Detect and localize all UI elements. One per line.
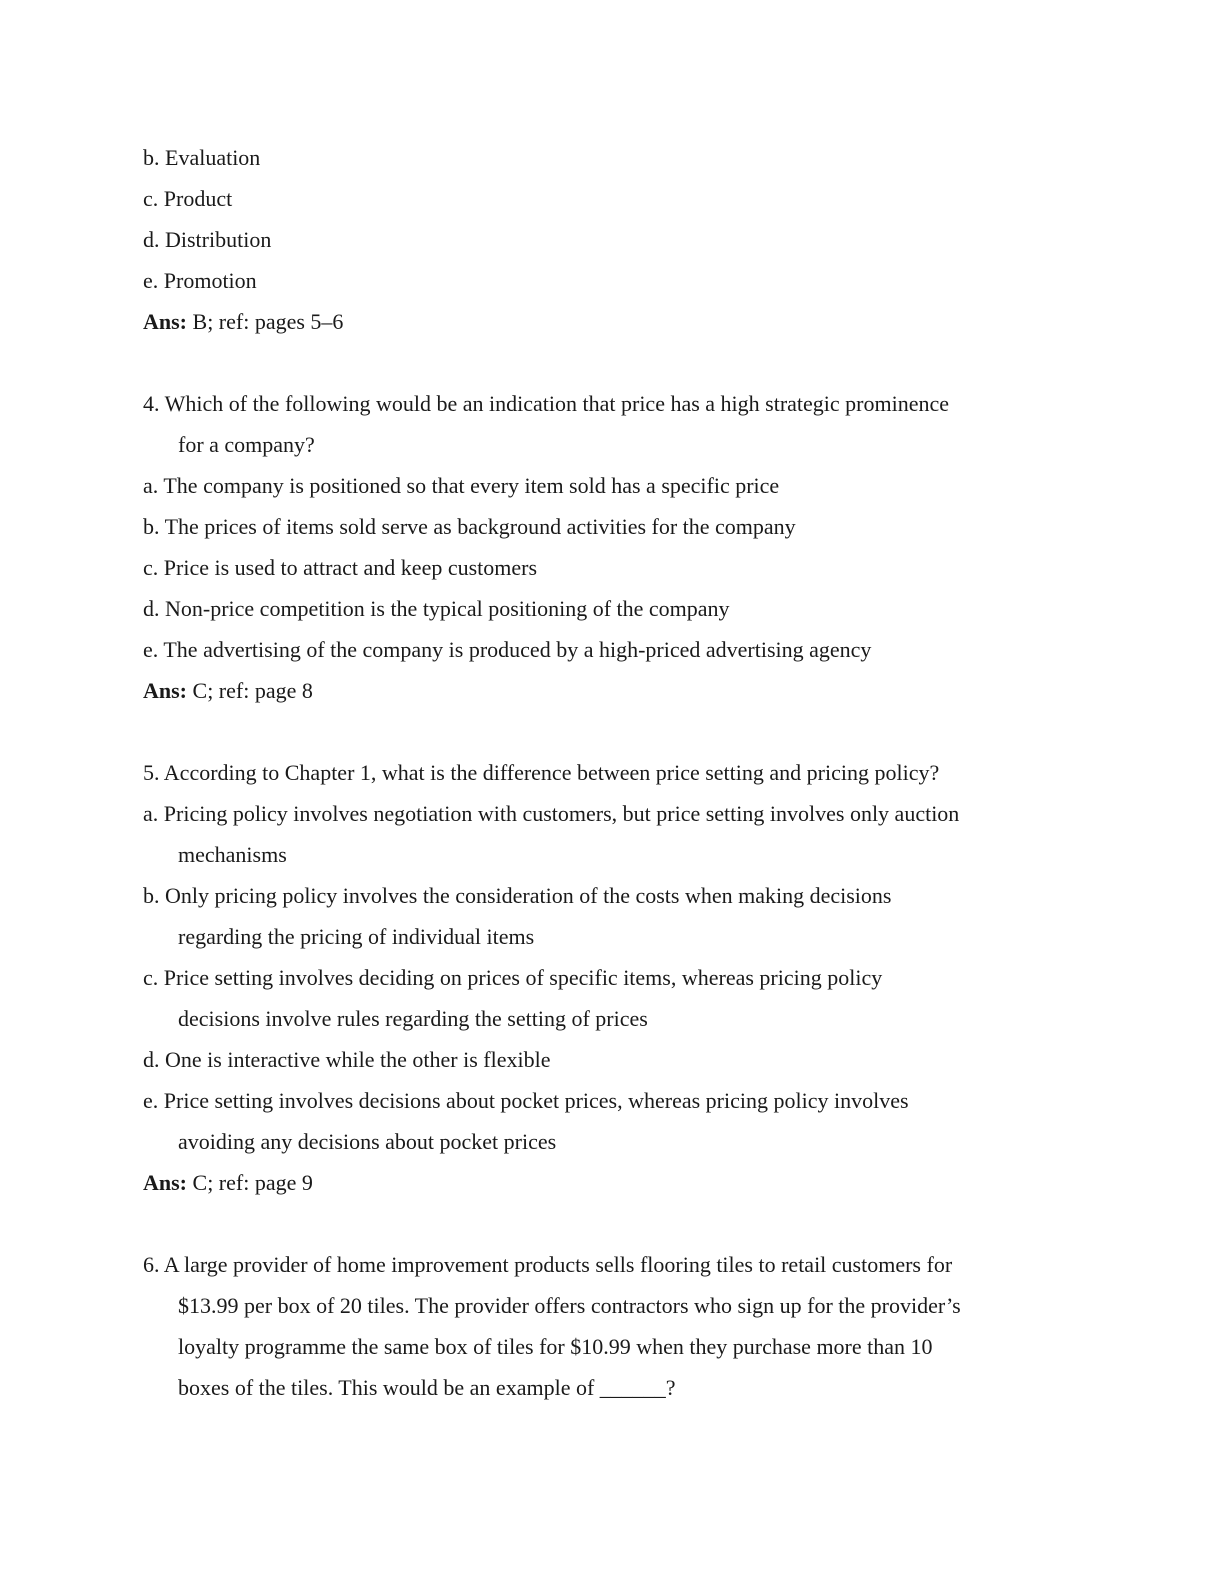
q4-option-d: d. Non-price competition is the typical positioning of the company: [143, 596, 730, 621]
q5-option-b-line-2: regarding the pricing of individual items: [178, 924, 535, 949]
answer-text: C; ref: page 9: [187, 1170, 313, 1195]
q4-stem-line-2: for a company?: [178, 432, 315, 457]
q6-stem-line-3: loyalty programme the same box of tiles for $10.99 when they purchase more than 10: [178, 1334, 933, 1359]
q3-option-c: c. Product: [143, 186, 233, 211]
q5-option-e-line-1: e. Price setting involves decisions about pocket prices, whereas pricing policy involves: [143, 1088, 909, 1113]
q6-stem-line-1: 6. A large provider of home improvement products sells flooring tiles to retail customers for: [143, 1252, 953, 1277]
q5-option-b-line-1: b. Only pricing policy involves the consideration of the costs when making decisions: [143, 883, 892, 908]
q3-answer: [143, 301, 1043, 342]
spacer: [143, 342, 1043, 383]
q5-option-e-line-2: avoiding any decisions about pocket prices: [178, 1129, 557, 1154]
answer-text: C; ref: page 8: [187, 678, 313, 703]
q5-option-a-line-1: a. Pricing policy involves negotiation with customers, but price setting involves only auction: [143, 801, 960, 826]
q5-option-a-line-2: mechanisms: [178, 842, 287, 867]
q5-option-c-line-1: c. Price setting involves deciding on prices of specific items, whereas pricing policy: [143, 965, 883, 990]
q5-answer: [143, 1162, 1043, 1203]
document-page: [143, 137, 1043, 1408]
spacer: [143, 1203, 1043, 1244]
q4-answer: [143, 670, 1043, 711]
q6-stem-line-2: $13.99 per box of 20 tiles. The provider offers contractors who sign up for the provider’s: [178, 1293, 961, 1318]
answer-label: Ans:: [143, 1170, 188, 1195]
q4-stem-line-1: 4. Which of the following would be an indication that price has a high strategic prominence: [143, 391, 950, 416]
answer-label: Ans:: [143, 678, 188, 703]
q4-option-b: b. The prices of items sold serve as background activities for the company: [143, 514, 796, 539]
q3-option-d: d. Distribution: [143, 227, 272, 252]
answer-text: B; ref: pages 5–6: [187, 309, 344, 334]
q5-option-c-line-2: decisions involve rules regarding the setting of prices: [178, 1006, 648, 1031]
q5-option-d: d. One is interactive while the other is flexible: [143, 1047, 551, 1072]
spacer: [143, 711, 1043, 752]
q3-option-b: b. Evaluation: [143, 145, 261, 170]
q4-option-c: c. Price is used to attract and keep customers: [143, 555, 538, 580]
q5-stem: 5. According to Chapter 1, what is the difference between price setting and pricing policy?: [143, 760, 940, 785]
q4-option-e: e. The advertising of the company is produced by a high-priced advertising agency: [143, 637, 872, 662]
q3-option-e: e. Promotion: [143, 268, 257, 293]
q6-stem-line-4: boxes of the tiles. This would be an example of ______?: [178, 1375, 676, 1400]
answer-label: Ans:: [143, 309, 188, 334]
q4-option-a: a. The company is positioned so that every item sold has a specific price: [143, 473, 780, 498]
